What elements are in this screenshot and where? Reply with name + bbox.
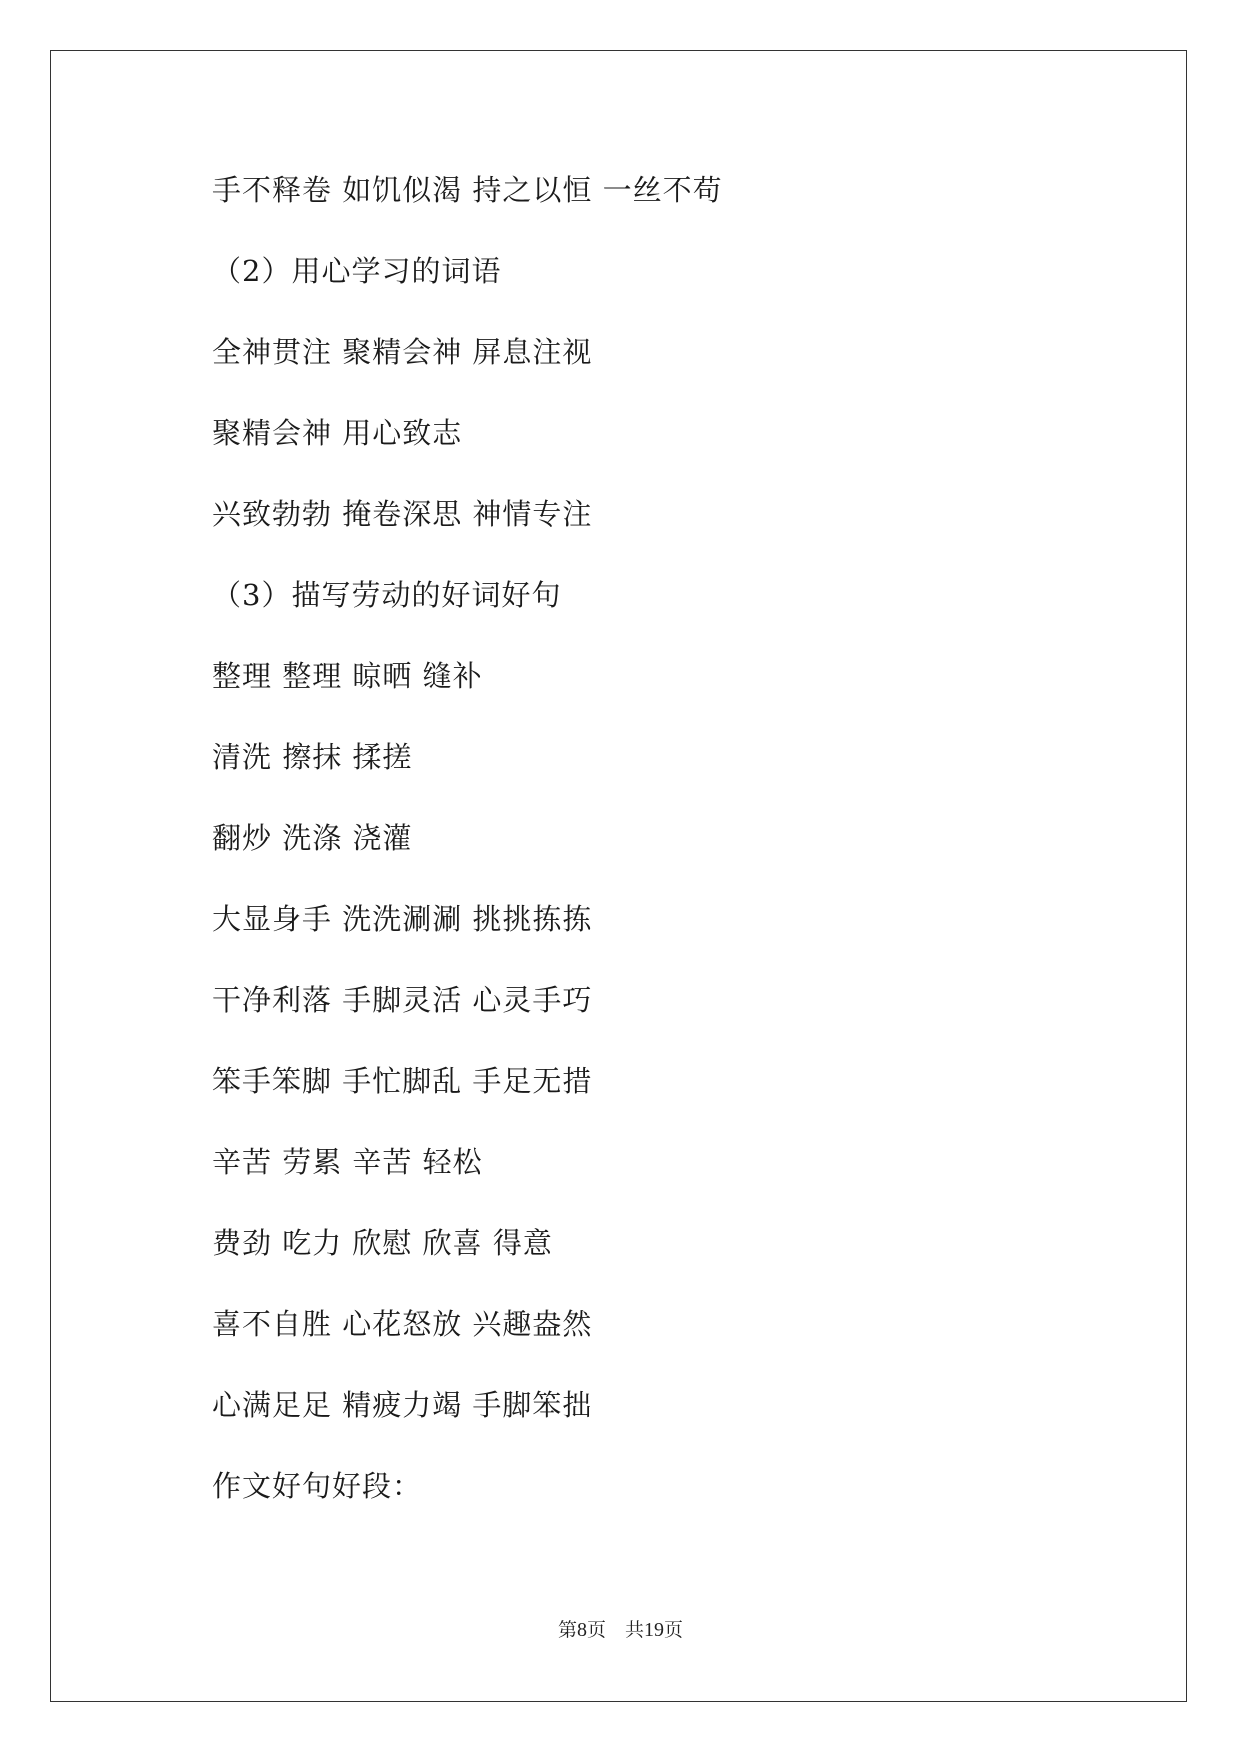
- text-line: 干净利落 手脚灵活 心灵手巧: [212, 983, 593, 1017]
- page-label-prefix: 第: [557, 1620, 577, 1641]
- text-line: 笨手笨脚 手忙脚乱 手足无措: [212, 1064, 593, 1098]
- section-heading: 作文好句好段：: [212, 1469, 423, 1503]
- text-line: 整理 整理 晾晒 缝补: [212, 659, 483, 693]
- text-line: 翻炒 洗涤 浇灌: [212, 821, 413, 855]
- text-line: 聚精会神 用心致志: [212, 416, 463, 450]
- text-line: 费劲 吃力 欣慰 欣喜 得意: [212, 1226, 553, 1260]
- text-line: 兴致勃勃 掩卷深思 神情专注: [212, 497, 593, 531]
- section-heading: （2）用心学习的词语: [212, 254, 502, 288]
- text-line: 喜不自胜 心花怒放 兴趣盎然: [212, 1307, 593, 1341]
- text-line: 清洗 擦抹 揉搓: [212, 740, 413, 774]
- text-line: 心满足足 精疲力竭 手脚笨拙: [212, 1388, 593, 1422]
- text-line: 手不释卷 如饥似渴 持之以恒 一丝不苟: [212, 173, 723, 207]
- page-footer: [0, 1618, 1241, 1643]
- total-label-prefix: 共: [625, 1620, 645, 1641]
- total-pages: 19: [644, 1619, 665, 1641]
- total-label-suffix: 页: [664, 1620, 684, 1641]
- page-number: 8: [576, 1619, 587, 1641]
- page-border: [50, 50, 1187, 1702]
- page-label-suffix: 页: [586, 1620, 606, 1641]
- section-heading: （3）描写劳动的好词好句: [212, 578, 562, 612]
- text-line: 大显身手 洗洗涮涮 挑挑拣拣: [212, 902, 593, 936]
- text-line: 辛苦 劳累 辛苦 轻松: [212, 1145, 483, 1179]
- text-line: 全神贯注 聚精会神 屏息注视: [212, 335, 593, 369]
